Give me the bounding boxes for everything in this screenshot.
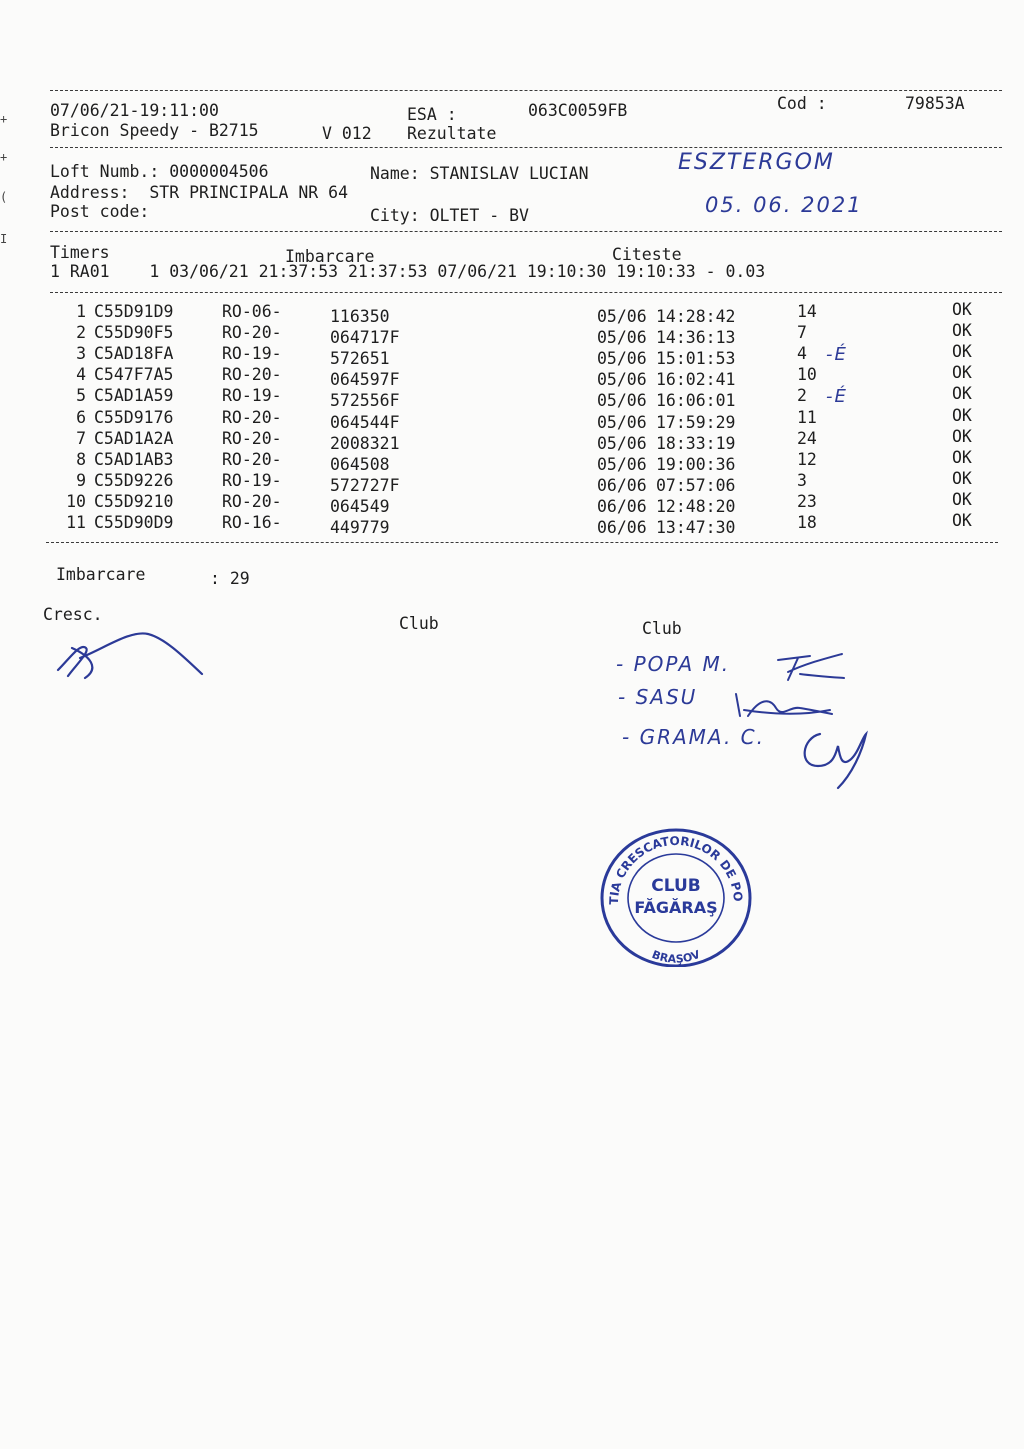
esa-value: 063C0059FB — [528, 101, 628, 120]
svg-text:ASOCIATIA CRESCATORILOR DE POR: TIA CRESCATORILOR DE PO — [606, 833, 746, 905]
cell-num: 572556F — [330, 391, 400, 411]
cell-idx: 6 — [76, 407, 86, 427]
cell-time: 14:36:13 — [656, 328, 736, 348]
committee-signature-2 — [730, 690, 840, 724]
margin-mark: I — [0, 232, 8, 246]
cell-ring: RO-20- — [222, 365, 282, 385]
svg-text:CLUB: CLUB — [651, 876, 701, 896]
cell-num: 064508 — [330, 454, 390, 474]
cell-chip: C55D90F5 — [94, 323, 174, 343]
imbarcare-summary-value: : 29 — [210, 569, 250, 588]
cell-chip: C5AD1A2A — [94, 428, 174, 448]
svg-text:BRAŞOV: BRAŞOV — [650, 947, 702, 966]
loft-postcode: Post code: — [50, 202, 150, 221]
cell-place: 18 — [797, 513, 817, 532]
handwritten-location: ESZTERGOM — [678, 150, 835, 175]
cell-ring: RO-19- — [222, 386, 282, 406]
club-label-2: Club — [642, 619, 682, 638]
device-version: V 012 — [322, 124, 372, 143]
cell-ring: RO-20- — [222, 323, 282, 343]
cell-chip: C55D9210 — [94, 491, 174, 511]
cell-date: 06/06 — [597, 518, 647, 537]
report-datetime: 07/06/21-19:11:00 — [50, 101, 219, 120]
margin-mark: + — [0, 150, 8, 164]
cod-value: 79853A — [905, 94, 965, 113]
cell-idx: 3 — [76, 344, 86, 364]
cell-chip: C5AD1AB3 — [94, 449, 174, 469]
cell-chip: C55D9176 — [94, 407, 174, 427]
margin-mark: ( — [0, 190, 8, 204]
cell-time: 17:59:29 — [656, 412, 736, 432]
handwritten-date: 05. 06. 2021 — [705, 193, 863, 217]
cell-num: 064549 — [330, 496, 390, 516]
cod-label: Cod : — [777, 94, 827, 113]
cell-time: 15:01:53 — [656, 349, 736, 369]
cell-idx: 5 — [76, 386, 86, 406]
cell-chip: C5AD1A59 — [94, 386, 174, 406]
timer-line: 1 RA01 1 03/06/21 21:37:53 21:37:53 07/06/21 19:10:30 19:10:33 - 0.03 — [50, 262, 766, 281]
cell-num: 064597F — [330, 370, 400, 390]
cell-status: OK — [952, 321, 972, 341]
cell-date: 05/06 — [597, 391, 647, 411]
club-label-1: Club — [399, 614, 439, 633]
cell-num: 449779 — [330, 518, 390, 537]
cell-place: 2 — [797, 386, 807, 406]
cell-status: OK — [952, 300, 972, 319]
cell-time: 07:57:06 — [656, 475, 736, 495]
committee-name-3: - GRAMA. C. — [622, 725, 765, 749]
cell-status: OK — [952, 511, 972, 530]
cell-status: OK — [952, 447, 972, 467]
cell-place: 3 — [797, 470, 807, 490]
cell-status: OK — [952, 426, 972, 446]
cell-num: 116350 — [330, 307, 390, 326]
esa-label: ESA : — [407, 105, 457, 124]
divider — [50, 147, 1002, 148]
cell-place: 10 — [797, 365, 817, 385]
cell-status: OK — [952, 363, 972, 383]
cell-status: OK — [952, 342, 972, 362]
cresc-label: Cresc. — [43, 605, 103, 624]
cell-place: 23 — [797, 491, 817, 511]
cell-place: 14 — [797, 302, 817, 321]
cell-date: 05/06 — [597, 328, 647, 348]
cell-chip: C5AD18FA — [94, 344, 174, 364]
cell-place: 11 — [797, 407, 817, 427]
loft-address: Address: STR PRINCIPALA NR 64 — [50, 183, 349, 202]
cell-ring: RO-20- — [222, 407, 282, 427]
cell-time: 14:28:42 — [656, 307, 736, 326]
loft-number: Loft Numb.: 0000004506 — [50, 162, 269, 181]
cell-idx: 7 — [76, 428, 86, 448]
loft-city: City: OLTET - BV — [370, 206, 529, 225]
citeste-header: Citeste — [612, 245, 682, 264]
cell-time: 16:02:41 — [656, 370, 736, 390]
cell-num: 2008321 — [330, 433, 400, 453]
cell-place: 7 — [797, 323, 807, 343]
cell-num: 572651 — [330, 349, 390, 369]
device-name: Bricon Speedy - B2715 — [50, 121, 259, 140]
committee-signature-1 — [770, 650, 850, 684]
cell-status: OK — [952, 405, 972, 425]
cell-chip: C55D9226 — [94, 470, 174, 490]
cell-idx: 2 — [76, 323, 86, 343]
cell-date: 05/06 — [597, 307, 647, 326]
cell-chip: C55D91D9 — [94, 302, 174, 321]
cell-place: 12 — [797, 449, 817, 469]
cell-place: 4 — [797, 344, 807, 364]
breeder-signature — [50, 628, 210, 688]
cell-time: 13:47:30 — [656, 518, 736, 537]
cell-time: 19:00:36 — [656, 454, 736, 474]
cell-num: 572727F — [330, 475, 400, 495]
divider — [50, 292, 1002, 293]
divider — [50, 90, 1002, 91]
cell-date: 06/06 — [597, 496, 647, 516]
cell-idx: 1 — [76, 302, 86, 321]
cell-time: 16:06:01 — [656, 391, 736, 411]
cell-date: 05/06 — [597, 412, 647, 432]
svg-text:FĂGĂRAŞ: FĂGĂRAŞ — [634, 898, 718, 917]
timers-title: Timers — [50, 243, 110, 262]
cell-ring: RO-16- — [222, 513, 282, 532]
cell-status: OK — [952, 384, 972, 404]
cell-ring: RO-20- — [222, 449, 282, 469]
cell-ring: RO-19- — [222, 344, 282, 364]
divider — [50, 231, 1002, 232]
committee-name-2: - SASU — [618, 685, 698, 709]
cell-ring: RO-06- — [222, 302, 282, 321]
committee-name-1: - POPA M. — [616, 652, 731, 676]
cell-idx: 9 — [76, 470, 86, 490]
loft-owner-name: Name: STANISLAV LUCIAN — [370, 164, 589, 183]
cell-date: 05/06 — [597, 370, 647, 390]
cell-idx: 11 — [66, 513, 86, 532]
cell-ring: RO-20- — [222, 491, 282, 511]
handwritten-mark: -É — [826, 344, 848, 366]
cell-status: OK — [952, 489, 972, 509]
imbarcare-summary-label: Imbarcare — [56, 565, 146, 584]
club-stamp — [598, 825, 754, 967]
cell-ring: RO-20- — [222, 428, 282, 448]
cell-time: 18:33:19 — [656, 433, 736, 453]
cell-num: 064544F — [330, 412, 400, 432]
margin-mark: + — [0, 112, 8, 126]
cell-date: 06/06 — [597, 475, 647, 495]
cell-chip: C547F7A5 — [94, 365, 174, 385]
cell-num: 064717F — [330, 328, 400, 348]
handwritten-mark: -É — [826, 386, 848, 408]
cell-time: 12:48:20 — [656, 496, 736, 516]
cell-idx: 10 — [66, 491, 86, 511]
divider — [46, 542, 998, 543]
cell-date: 05/06 — [597, 349, 647, 369]
cell-place: 24 — [797, 428, 817, 448]
committee-signature-3 — [790, 724, 874, 792]
imbarcare-header: Imbarcare — [285, 247, 375, 266]
cell-date: 05/06 — [597, 454, 647, 474]
cell-idx: 4 — [76, 365, 86, 385]
cell-date: 05/06 — [597, 433, 647, 453]
cell-status: OK — [952, 468, 972, 488]
report-mode: Rezultate — [407, 124, 497, 143]
cell-ring: RO-19- — [222, 470, 282, 490]
cell-chip: C55D90D9 — [94, 513, 174, 532]
cell-idx: 8 — [76, 449, 86, 469]
